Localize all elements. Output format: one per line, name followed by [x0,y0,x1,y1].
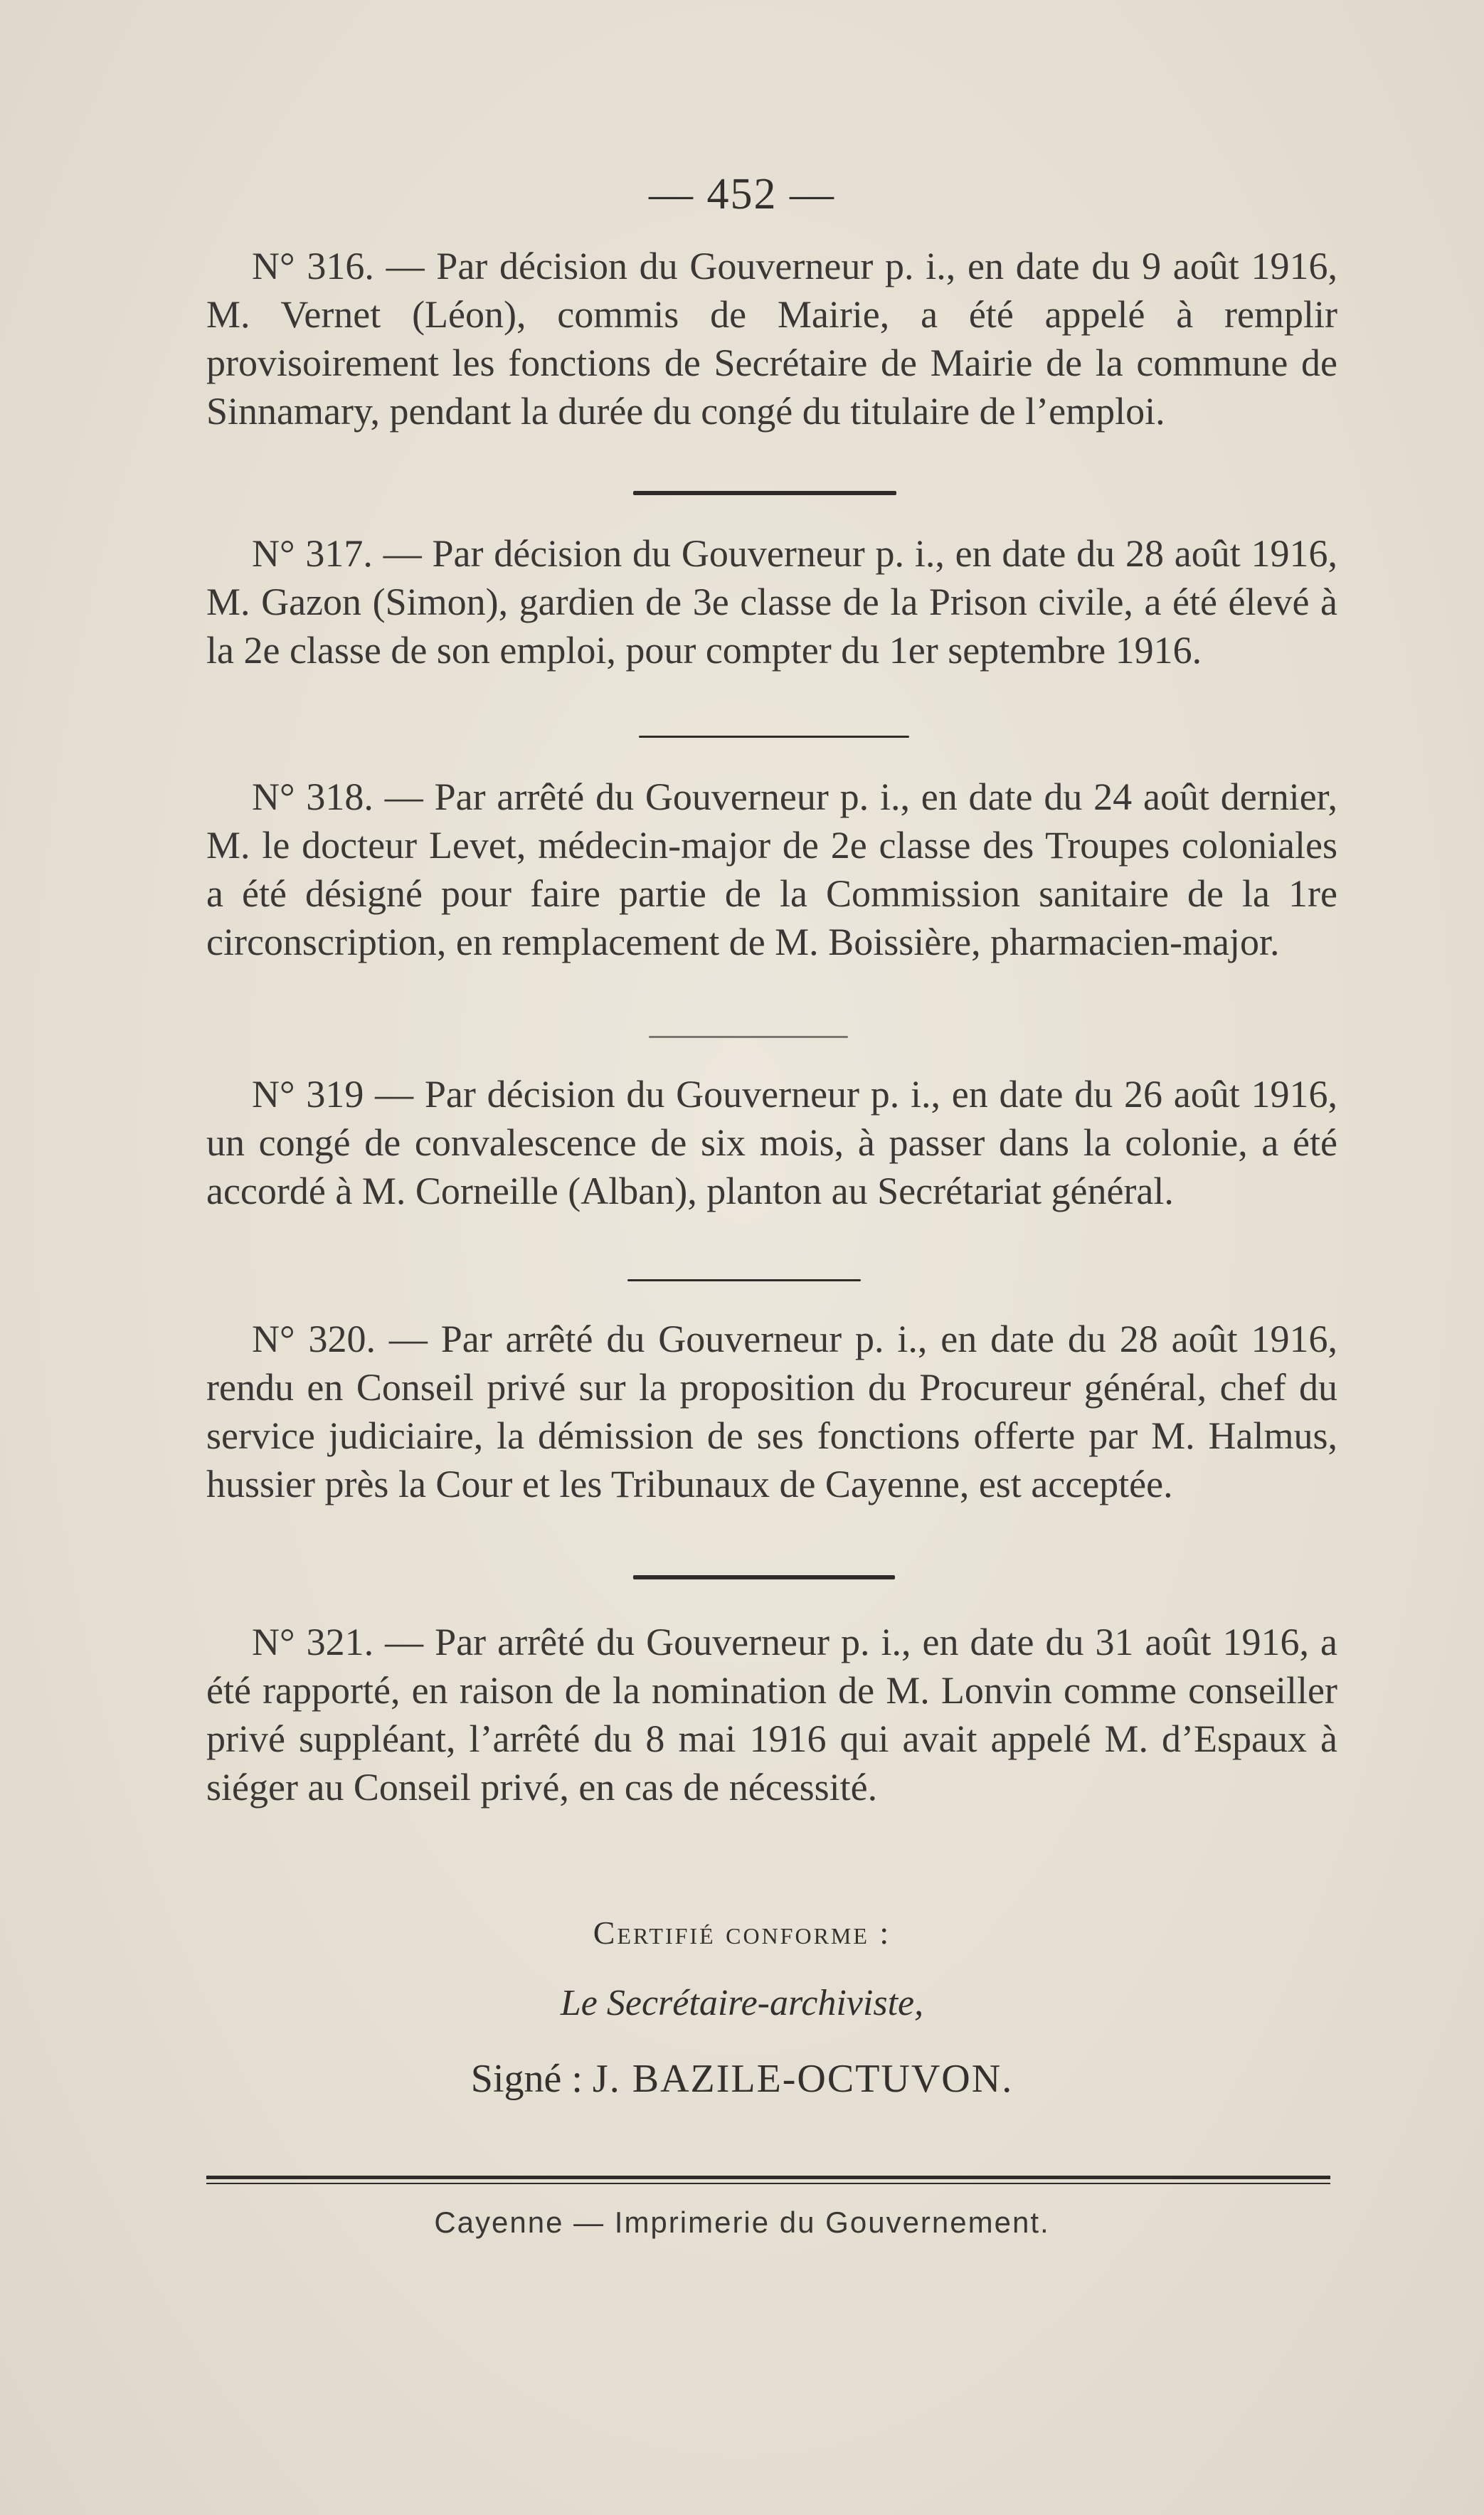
decision-number: N° 319 [252,1073,364,1116]
separator-rule [633,491,896,495]
certification-heading: Certifié conforme : [593,1915,891,1951]
separator-rule [649,1036,848,1038]
decision-number: N° 320. [252,1318,376,1360]
decision-321 [206,1618,1337,1811]
decision-text: — Par arrêté du Gouverneur p. i., en date du 24 août dernier, M. le docteur Levet, médecin-major de 2e classe des Troupes coloniales a été désigné pour faire partie de la Commission sanitaire de la 1re circonscription, en remplacement de M. Boissière, pharmacien-major. [206,775,1338,963]
decision-number: N° 317. [252,532,373,575]
decision-text: — Par arrêté du Gouverneur p. i., en date du 31 août 1916, a été rapporté, en raison de la nomination de M. Lonvin comme conseiller privé suppléant, l’arrêté du 8 mai 1916 qui avait appelé M. d’Espaux à siéger au Conseil privé, en cas de nécessité. [206,1621,1338,1809]
decision-319 [206,1070,1337,1215]
signatory-name: J. BAZILE-OCTUVON. [592,2057,1014,2101]
separator-rule [633,1575,895,1579]
page-number: — 452 — [649,170,835,218]
decision-316 [206,242,1337,435]
decision-number: N° 321. [252,1621,374,1663]
signature-line [0,2056,1484,2102]
decision-text: — Par décision du Gouverneur p. i., en date du 28 août 1916, M. Gazon (Simon), gardien de 3e classe de la Prison civile, a été élevé à la 2e classe de son emploi, pour compter du 1er septembre 1916. [206,532,1338,672]
separator-rule [627,1279,861,1281]
printer-imprint: Cayenne — Imprimerie du Gouvernement. [434,2206,1050,2239]
footer-rule-thin [206,2183,1330,2184]
decision-318 [206,773,1337,966]
decision-text: — Par arrêté du Gouverneur p. i., en date du 28 août 1916, rendu en Conseil privé sur la proposition du Procureur général, chef du service judiciaire, la démission de ses fonctions offerte par M. Halmus, hussier près la Cour et les Tribunaux de Cayenne, est acceptée. [206,1318,1338,1505]
footer-rule [206,2176,1330,2179]
decision-number: N° 316. [252,245,374,287]
decision-number: N° 318. [252,775,373,818]
signed-label: Signé : [470,2057,583,2101]
separator-rule [639,736,909,738]
certification-role: Le Secrétaire-archiviste, [560,1983,924,2023]
decision-320 [206,1315,1337,1508]
decision-text: — Par décision du Gouverneur p. i., en date du 26 août 1916, un congé de convalescence de six mois, à passer dans la colonie, a été accordé à M. Corneille (Alban), planton au Secrétariat général. [206,1073,1338,1212]
decision-317 [206,529,1337,674]
decision-text: — Par décision du Gouverneur p. i., en date du 9 août 1916, M. Vernet (Léon), commis de Mairie, a été appelé à remplir provisoirement les fonctions de Secrétaire de Mairie de la commune de Sinnamary, pendant la durée du congé du titulaire de l’emploi. [206,245,1338,433]
